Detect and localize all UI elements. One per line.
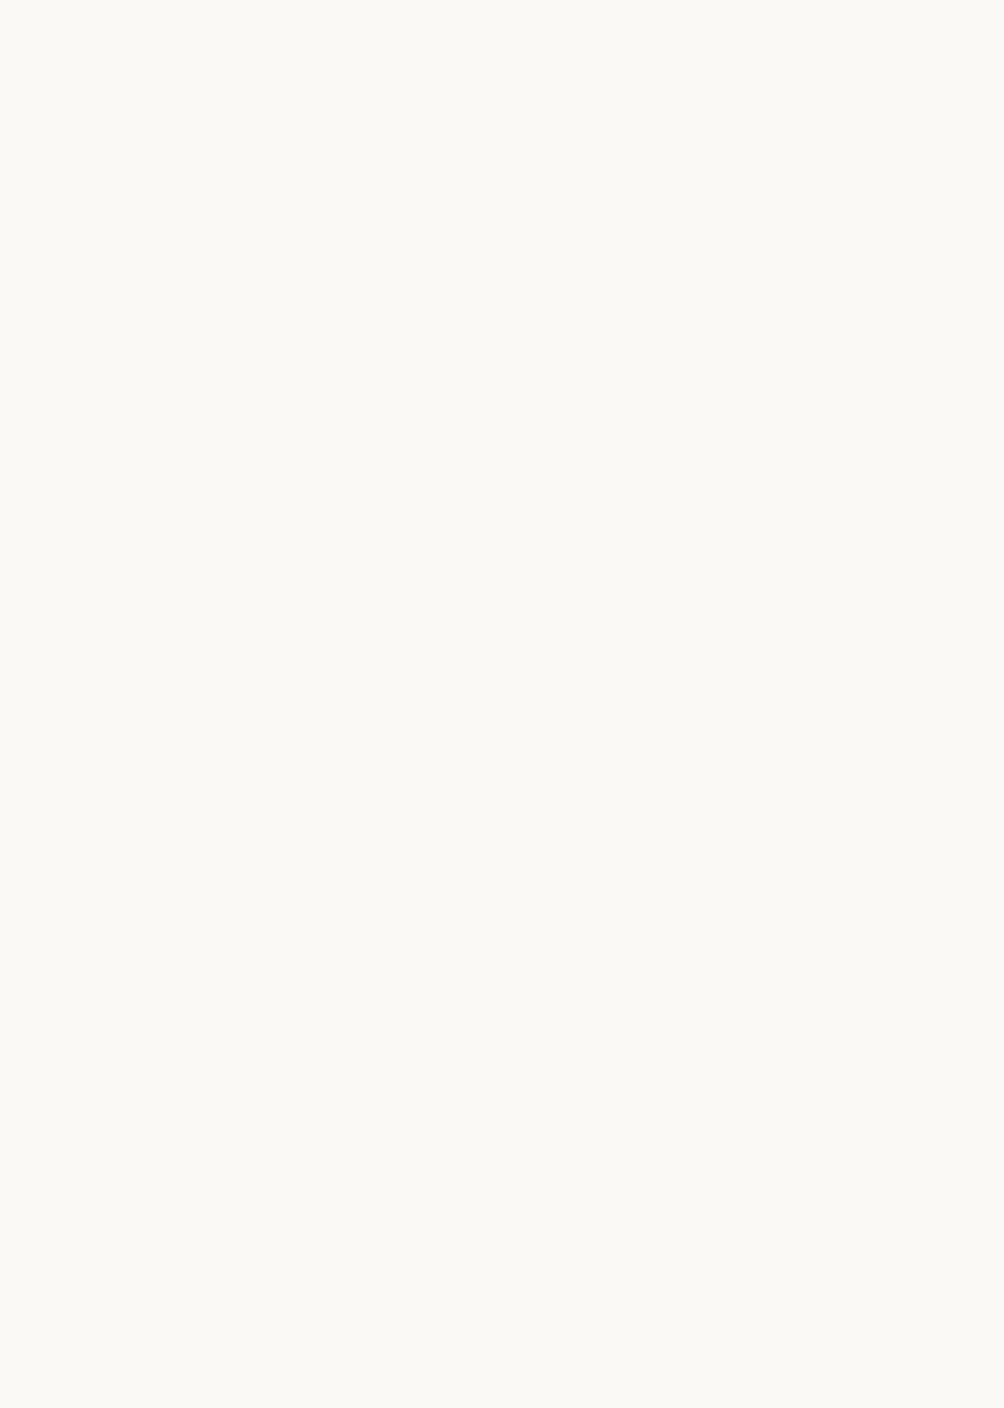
bottom-text-block xyxy=(60,676,914,1242)
top-text-block xyxy=(62,60,918,646)
